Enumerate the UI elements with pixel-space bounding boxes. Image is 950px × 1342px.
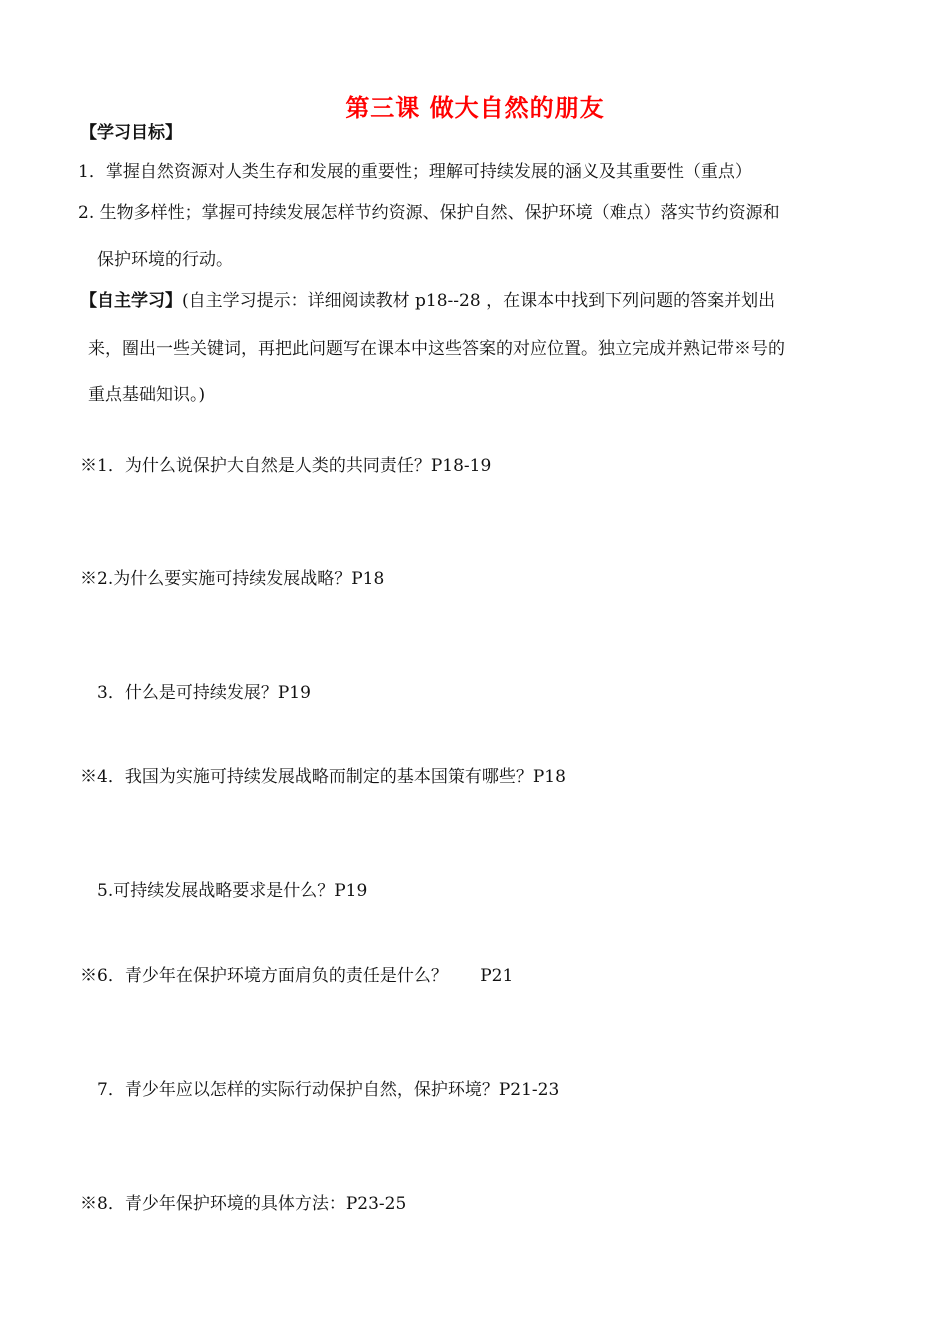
self-study-heading: 【自主学习】 <box>80 291 182 311</box>
goal-item-1: 1．掌握自然资源对人类生存和发展的重要性；理解可持续发展的涵义及其重要性（重点） <box>78 162 752 182</box>
question-5: 5.可持续发展战略要求是什么？P19 <box>97 881 368 901</box>
question-3: 3．什么是可持续发展？P19 <box>97 683 311 703</box>
self-study-line-1 <box>80 290 775 312</box>
question-1: ※1．为什么说保护大自然是人类的共同责任？P18-19 <box>80 456 492 476</box>
question-8: ※8．青少年保护环境的具体方法：P23-25 <box>80 1194 407 1214</box>
page-title: 第三课 做大自然的朋友 <box>345 94 605 122</box>
question-2: ※2.为什么要实施可持续发展战略？P18 <box>80 569 385 589</box>
question-7: 7．青少年应以怎样的实际行动保护自然，保护环境？P21-23 <box>97 1080 560 1100</box>
question-4: ※4．我国为实施可持续发展战略而制定的基本国策有哪些？P18 <box>80 767 566 787</box>
self-study-line-3: 重点基础知识。) <box>88 385 206 405</box>
self-study-line-2: 来，圈出一些关键词，再把此问题写在课本中这些答案的对应位置。独立完成并熟记带※号的 <box>88 339 785 359</box>
goal-item-2-line-1: 2. 生物多样性；掌握可持续发展怎样节约资源、保护自然、保护环境（难点）落实节约资源和 <box>78 203 780 223</box>
learning-goals-heading: 【学习目标】 <box>80 123 182 143</box>
question-6: ※6．青少年在保护环境方面肩负的责任是什么？ P21 <box>80 966 514 986</box>
goal-item-2-line-2: 保护环境的行动。 <box>97 250 233 270</box>
self-study-hint: (自主学习提示：详细阅读教材 p18--28 ，在课本中找到下列问题的答案并划出 <box>182 291 776 311</box>
